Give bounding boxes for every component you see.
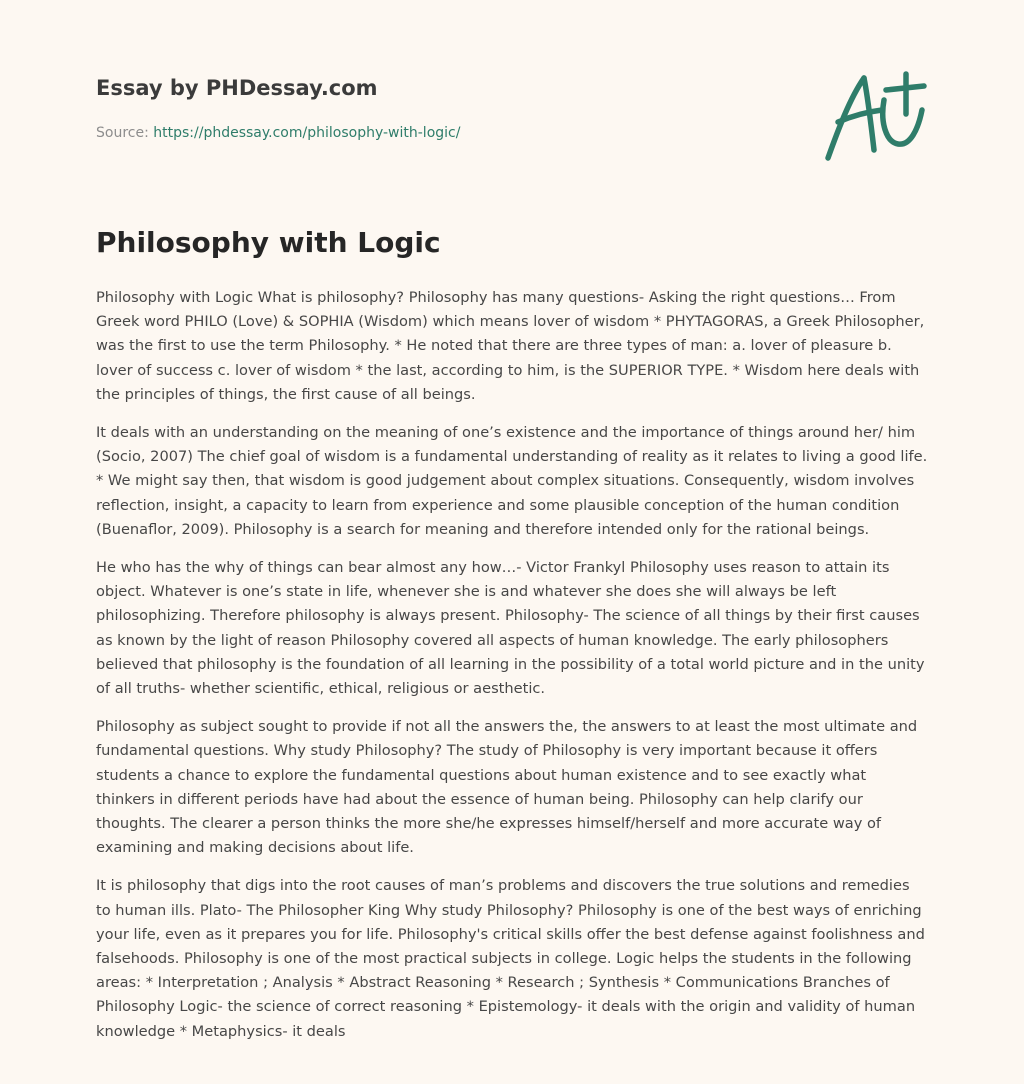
article-title: Philosophy with Logic: [96, 226, 441, 259]
paragraph: It is philosophy that digs into the root causes of man’s problems and discovers the true solutions and remedies to human ills. Plato- The Philosopher King Why study Philosophy? Philosophy is one of the best ways of enriching your life, even as it prepares you for life. Philosophy's critical skills offer the best defense against foolishness and falsehoods. Philosophy is one of the most practical subjects in college. Logic helps the students in the following areas: * Interpretation ; Analysis * Abstract Reasoning * Research ; Synthesis * Communications Branches of Philosophy Logic- the science of correct reasoning * Epistemology- it deals with the origin and validity of human knowledge * Metaphysics- it deals: [96, 877, 925, 1040]
paragraph: Philosophy as subject sought to provide if not all the answers the, the answers to at least the most ultimate and fundamental questions. Why study Philosophy? The study of Philosophy is very important because it offers students a chance to explore the fundamental questions about human existence and to see exactly what thinkers in different periods have had about the essence of human being. Philosophy can help clarify our thoughts. The clearer a person thinks the more she/he expresses himself/herself and more accurate way of examining and making decisions about life.: [96, 718, 918, 857]
paragraph: Philosophy with Logic What is philosophy? Philosophy has many questions- Asking the right questions… From Greek word PHILO (Love) & SOPHIA (Wisdom) which means lover of wisdom * PHYTAGORAS, a Greek Philosopher, was the first to use the term Philosophy. * He noted that there are three types of man: a. lover of pleasure b. lover of success c. lover of wisdom * the last, according to him, is the SUPERIOR TYPE. * Wisdom here deals with the principles of things, the first cause of all beings.: [96, 289, 925, 403]
source-link[interactable]: https://phdessay.com/philosophy-with-logic/: [153, 125, 461, 141]
paragraph: He who has the why of things can bear almost any how…- Victor Frankyl Philosophy uses reason to attain its object. Whatever is one’s state in life, whenever she is and whatever she does she will always be left philosophizing. Therefore philosophy is always present. Philosophy- The science of all things by their first causes as known by the light of reason Philosophy covered all aspects of human knowledge. The early philosophers believed that philosophy is the foundation of all learning in the possibility of a total world picture and in the unity of all truths- whether scientific, ethical, religious or aesthetic.: [96, 559, 925, 698]
source-line: [96, 125, 460, 141]
brand-title: Essay by PHDessay.com: [96, 76, 378, 100]
article-body: [96, 286, 928, 1058]
paragraph: It deals with an understanding on the meaning of one’s existence and the importance of things around her/ him (Socio, 2007) The chief goal of wisdom is a fundamental understanding of reality as it relates to living a good life. * We might say then, that wisdom is good judgement about complex situations. Consequently, wisdom involves reflection, insight, a capacity to learn from experience and some plausible conception of the human condition (Buenaflor, 2009). Philosophy is a search for meaning and therefore intended only for the rational beings.: [96, 424, 928, 538]
source-label: Source:: [96, 125, 154, 141]
a-plus-logo-icon: [824, 68, 928, 164]
